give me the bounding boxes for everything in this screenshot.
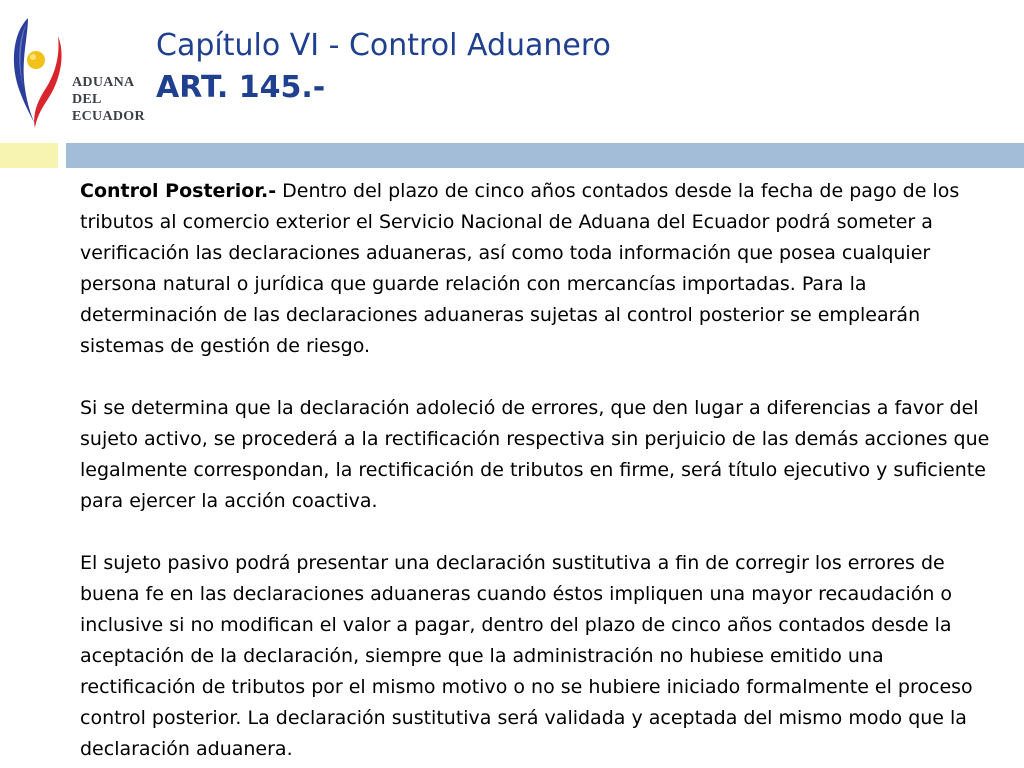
logo-line-1: ADUANA	[72, 75, 135, 90]
header-bar	[66, 143, 1024, 168]
paragraph-1-lead: Control Posterior.-	[80, 180, 277, 202]
paragraph-1	[80, 176, 1000, 362]
aduana-logo	[6, 14, 146, 132]
logo-wordmark	[72, 74, 145, 125]
paragraph-3: El sujeto pasivo podrá presentar una declaración sustitutiva a fin de corregir los errores de buena fe en las declaraciones aduaneras cuando éstos impliquen una mayor recaudación o inclusive si no modifican el valor a pagar, dentro del plazo de cinco años contados desde la aceptación de la declaración, siempre que la administración no hubiese emitido una rectificación de tributos por el mismo motivo o no se hubiere iniciado formalmente el proceso control posterior. La declaración sustitutiva será validada y aceptada del mismo modo que la declaración aduanera.	[80, 552, 973, 760]
paragraph-2: Si se determina que la declaración adoleció de errores, que den lugar a diferencias a favor del sujeto activo, se procederá a la rectificación respectiva sin perjuicio de las demás acciones que legalmente correspondan, la rectificación de tributos en firme, será título ejecutivo y suficiente para ejercer la acción coactiva.	[80, 397, 990, 512]
accent-box	[0, 143, 58, 168]
article-body	[80, 176, 1000, 765]
aduana-emblem-icon	[6, 14, 76, 132]
logo-line-3: ECUADOR	[72, 109, 145, 124]
paragraph-1-text: Dentro del plazo de cinco años contados desde la fecha de pago de los tributos al comercio exterior el Servicio Nacional de Aduana del Ecuador podrá someter a verificación las declaraciones aduaneras, así como toda información que posea cualquier persona natural o jurídica que guarde relación con mercancías importadas. Para la determinación de las declaraciones aduaneras sujetas al control posterior se emplearán sistemas de gestión de riesgo.	[80, 180, 960, 357]
article-title: ART. 145.-	[156, 70, 326, 105]
slide-title	[156, 26, 611, 108]
logo-line-2: DEL	[72, 92, 102, 107]
chapter-title: Capítulo VI - Control Aduanero	[156, 28, 611, 63]
